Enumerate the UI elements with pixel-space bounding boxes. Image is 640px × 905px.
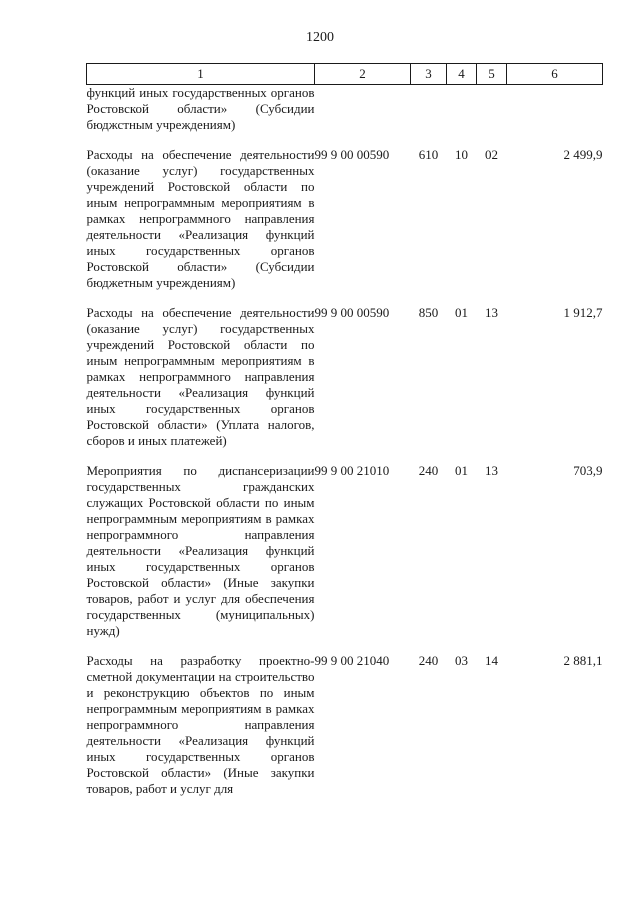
- row-pr: 02: [485, 147, 498, 162]
- row-description: Мероприятия по диспансеризации государственных гражданских служащих Ростовской области по иным непрограммным мероприятиям в рамках непрограммного направления деятельности «Реализация функций иных государственных органов Ростовской области» (Иные закупки товаров, работ и услуг для обеспечения государственных (муниципальных) нужд): [86, 463, 315, 638]
- header-col-1: 1: [87, 64, 315, 85]
- header-col-2: 2: [315, 64, 411, 85]
- row-code: 99 9 00 00590: [314, 305, 390, 320]
- page-number: 1200: [306, 30, 334, 45]
- row-pr: 14: [485, 653, 498, 668]
- row-description: Расходы на разработку проектно-сметной документации на строительство и реконструкцию объектов по иным непрограммным мероприятиям в рамках непрограммного направления деятельности «Реализация функций иных государственных органов Ростовской области» (Иные закупки товаров, работ и услуг для: [86, 653, 315, 796]
- row-amount: [507, 85, 603, 134]
- row-vr: 850: [418, 305, 439, 320]
- header-col-4: 4: [447, 64, 477, 85]
- table-row: [87, 305, 603, 449]
- header-col-6: 6: [507, 64, 603, 85]
- row-rz: [447, 85, 477, 134]
- budget-table: [86, 63, 603, 797]
- row-vr: 240: [418, 463, 439, 478]
- row-amount: 2 881,1: [563, 653, 603, 668]
- table-row: [87, 85, 603, 134]
- header-col-5: 5: [477, 64, 507, 85]
- row-rz: 01: [455, 463, 468, 478]
- row-description: Расходы на обеспечение деятельности (оказание услуг) государственных учреждений Ростовской области по иным непрограммным мероприятиям в рамках непрограммного направления деятельности «Реализация функций иных государственных органов Ростовской области» (Субсидии бюджетным учреждениям): [86, 147, 315, 290]
- row-vr: [411, 85, 447, 134]
- row-vr: 610: [418, 147, 439, 162]
- header-row: [87, 64, 603, 85]
- row-pr: [477, 85, 507, 134]
- row-code: 99 9 00 00590: [314, 147, 390, 162]
- row-description: Расходы на обеспечение деятельности (оказание услуг) государственных учреждений Ростовской области по иным непрограммным мероприятиям в рамках непрограммного направления деятельности «Реализация функций иных государственных органов Ростовской области» (Уплата налогов, сборов и иных платежей): [86, 305, 315, 448]
- row-code: 99 9 00 21010: [314, 463, 390, 478]
- row-rz: 03: [455, 653, 468, 668]
- row-description: функций иных государственных органов Ростовской области» (Субсидии бюджстным учреждениям): [86, 85, 315, 132]
- row-amount: 2 499,9: [563, 147, 603, 162]
- row-rz: 10: [455, 147, 468, 162]
- header-col-3: 3: [411, 64, 447, 85]
- row-code: [315, 85, 411, 134]
- row-vr: 240: [418, 653, 439, 668]
- table-row: [87, 147, 603, 291]
- table-row: [87, 463, 603, 639]
- row-pr: 13: [485, 305, 498, 320]
- table-row: [87, 653, 603, 797]
- row-rz: 01: [455, 305, 468, 320]
- row-code: 99 9 00 21040: [314, 653, 390, 668]
- row-amount: 703,9: [573, 463, 603, 478]
- row-pr: 13: [485, 463, 498, 478]
- row-amount: 1 912,7: [563, 305, 603, 320]
